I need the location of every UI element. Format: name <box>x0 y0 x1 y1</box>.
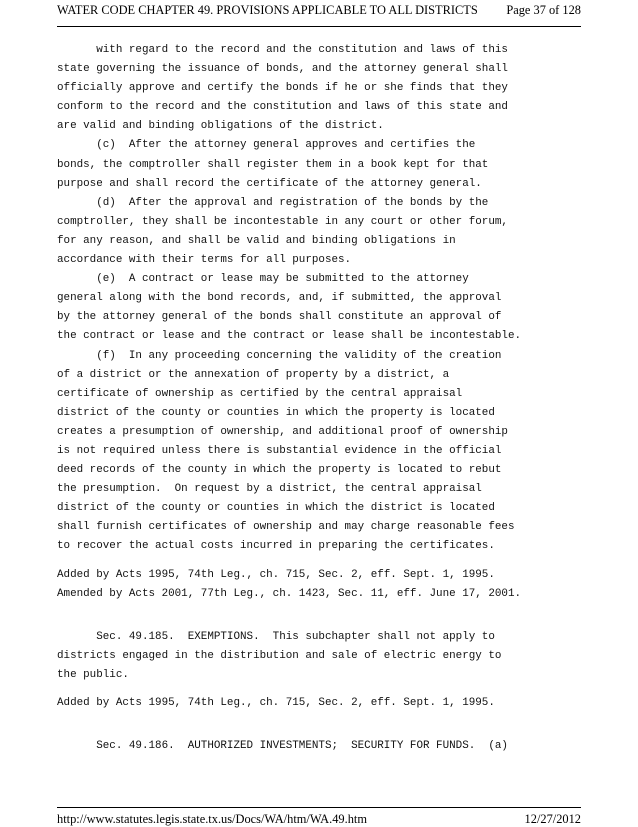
spacer <box>57 604 581 616</box>
text-line: accordance with their terms for all purposes. <box>57 254 352 267</box>
text-line: (e) A contract or lease may be submitted to the attorney <box>57 273 469 286</box>
section-185-text <box>57 628 581 685</box>
text-line: for any reason, and shall be valid and binding obligations in <box>57 234 456 247</box>
text-line: bonds, the comptroller shall register them in a book kept for that <box>57 158 489 171</box>
history-note <box>57 694 581 713</box>
page-number: Page 37 of 128 <box>506 3 581 17</box>
text-line: the presumption. On request by a district, the central appraisal <box>57 483 482 496</box>
text-line: comptroller, they shall be incontestable in any court or other forum, <box>57 215 508 228</box>
text-line: with regard to the record and the constitution and laws of this <box>57 44 508 56</box>
statute-text <box>57 41 581 756</box>
source-url: http://www.statutes.legis.state.tx.us/Docs/WA/htm/WA.49.htm <box>57 812 367 826</box>
text-line: Added by Acts 1995, 74th Leg., ch. 715, Sec. 2, eff. Sept. 1, 1995. <box>57 568 495 581</box>
spacer <box>57 557 581 566</box>
page-header <box>57 0 581 27</box>
text-line: the contract or lease and the contract or lease shall be incontestable. <box>57 330 522 343</box>
text-line: deed records of the county in which the property is located to rebut <box>57 464 502 477</box>
print-date: 12/27/2012 <box>524 812 581 826</box>
text-line: shall furnish certificates of ownership and may charge reasonable fees <box>57 521 515 534</box>
text-line: Sec. 49.186. AUTHORIZED INVESTMENTS; SECURITY FOR FUNDS. (a) <box>57 740 508 753</box>
text-line: is not required unless there is substantial evidence in the official <box>57 444 502 457</box>
text-line: certificate of ownership as certified by the central appraisal <box>57 387 463 400</box>
text-line: (c) After the attorney general approves and certifies the <box>57 139 476 152</box>
text-line: officially approve and certify the bonds if he or she finds that they <box>57 82 508 95</box>
spacer <box>57 725 581 737</box>
text-line: creates a presumption of ownership, and additional proof of ownership <box>57 425 508 438</box>
spacer <box>57 713 581 725</box>
text-line: Sec. 49.185. EXEMPTIONS. This subchapter shall not apply to <box>57 630 495 643</box>
text-line: state governing the issuance of bonds, and the attorney general shall <box>57 63 508 76</box>
chapter-title: WATER CODE CHAPTER 49. PROVISIONS APPLICABLE TO ALL DISTRICTS <box>57 3 478 17</box>
spacer <box>57 685 581 694</box>
text-line: the public. <box>57 668 129 681</box>
text-line: district of the county or counties in which the district is located <box>57 502 495 515</box>
text-line: (f) In any proceeding concerning the validity of the creation <box>57 349 502 362</box>
text-line: district of the county or counties in which the property is located <box>57 406 495 419</box>
text-line: Added by Acts 1995, 74th Leg., ch. 715, Sec. 2, eff. Sept. 1, 1995. <box>57 697 495 709</box>
text-line: of a district or the annexation of property by a district, a <box>57 368 450 381</box>
text-line: general along with the bond records, and, if submitted, the approval <box>57 292 502 305</box>
text-line: purpose and shall record the certificate of the attorney general. <box>57 177 482 190</box>
section-184-text <box>57 41 581 557</box>
text-line: to recover the actual costs incurred in preparing the certificates. <box>57 540 495 553</box>
text-line: districts engaged in the distribution and sale of electric energy to <box>57 649 502 662</box>
text-line: by the attorney general of the bonds shall constitute an approval of <box>57 311 502 324</box>
history-note <box>57 566 581 604</box>
text-line: are valid and binding obligations of the district. <box>57 120 384 133</box>
text-line: (d) After the approval and registration of the bonds by the <box>57 196 489 209</box>
text-line: Amended by Acts 2001, 77th Leg., ch. 1423, Sec. 11, eff. June 17, 2001. <box>57 587 522 600</box>
page-footer <box>57 807 581 826</box>
section-186-text <box>57 737 581 756</box>
spacer <box>57 616 581 628</box>
text-line: conform to the record and the constitution and laws of this state and <box>57 101 508 114</box>
